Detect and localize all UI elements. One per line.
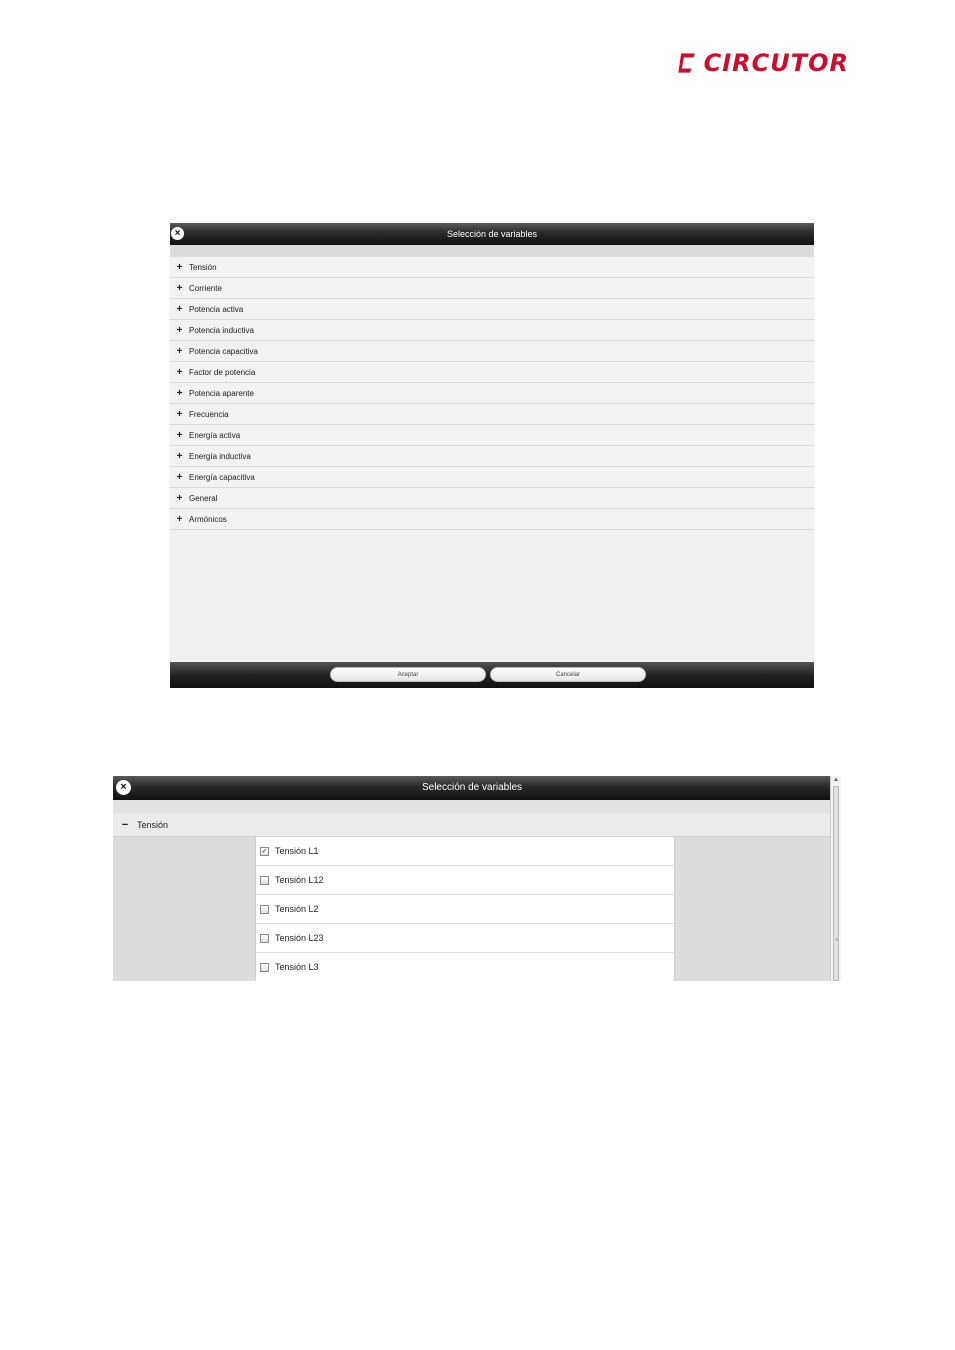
close-icon[interactable]: × [171,227,184,240]
plus-icon[interactable]: + [176,345,183,357]
plus-icon[interactable]: + [176,303,183,315]
variable-group-item[interactable] [170,404,814,425]
checkbox[interactable] [260,934,269,943]
variable-group-item[interactable] [170,467,814,488]
plus-icon[interactable]: + [176,513,183,525]
variable-group-item[interactable] [170,299,814,320]
variable-option[interactable] [256,953,674,981]
variable-group-label: General [189,493,218,503]
variable-group-item[interactable] [170,257,814,278]
variable-selection-dialog [170,223,814,688]
variable-group-item[interactable] [170,446,814,467]
variable-option-label: Tensión L2 [275,904,319,914]
variable-group-label: Energía activa [189,430,241,440]
plus-icon[interactable]: + [176,366,183,378]
variable-option-label: Tensión L23 [275,933,324,943]
variable-group-item[interactable] [170,425,814,446]
variable-option[interactable] [256,895,674,924]
variable-group-label: Tensión [189,262,217,272]
circutor-logo [677,46,849,80]
circutor-logo-icon [677,47,698,79]
checkbox-checked[interactable]: ✓ [261,847,268,855]
variable-group-item[interactable] [170,383,814,404]
variable-group-item[interactable] [170,509,814,530]
variable-group-item[interactable] [170,362,814,383]
grip-icon: ≡ [835,937,839,943]
close-icon[interactable]: × [116,780,131,795]
plus-icon[interactable]: + [176,492,183,504]
plus-icon[interactable]: + [176,471,183,483]
plus-icon[interactable]: + [176,450,183,462]
brand-name: CIRCUTOR [703,49,849,77]
variable-group-item[interactable] [170,341,814,362]
plus-icon[interactable]: + [176,324,183,336]
variable-option[interactable] [256,924,674,953]
variable-group-label: Potencia aparente [189,388,254,398]
dialog-footer [170,662,814,688]
variable-group-label: Frecuencia [189,409,229,419]
variable-option[interactable] [256,866,674,895]
checkbox[interactable] [260,876,269,885]
variable-group-header[interactable] [113,813,831,837]
cancel-button[interactable]: Cancelar [490,667,646,682]
plus-icon[interactable]: + [176,429,183,441]
variable-group-item[interactable] [170,320,814,341]
plus-icon[interactable]: + [176,282,183,294]
scrollbar-thumb[interactable] [833,786,839,981]
variable-group-label: Energía capacitiva [189,472,255,482]
scroll-up-arrow-icon[interactable]: ▲ [833,777,839,783]
variable-group-item[interactable] [170,488,814,509]
variable-group-label: Tensión [137,819,169,830]
dialog-title: Selección de variables [421,782,523,793]
variable-group-label: Energía inductiva [189,451,251,461]
variable-group-label: Potencia inductiva [189,325,254,335]
variable-group-label: Factor de potencia [189,367,256,377]
variable-group-item[interactable] [170,278,814,299]
accept-button[interactable]: Aceptar [330,667,486,682]
checkbox[interactable] [260,905,269,914]
dialog-title: Selección de variables [446,229,538,239]
scrollbar[interactable] [830,776,841,981]
variable-group-label: Potencia capacitiva [189,346,258,356]
dialog-titlebar [170,223,814,245]
dialog-subbar [170,245,814,257]
variable-list [170,257,814,530]
plus-icon[interactable]: + [176,408,183,420]
variable-sublist [255,837,675,981]
dialog-subbar [113,800,831,813]
variable-option-label: Tensión L1 [275,846,319,856]
variable-selection-dialog-expanded [113,776,841,981]
checkbox[interactable] [260,963,269,972]
variable-group-label: Corriente [189,283,222,293]
dialog-titlebar [113,776,831,800]
variable-group-label: Potencia activa [189,304,244,314]
plus-icon[interactable]: + [176,261,183,273]
variable-option-label: Tensión L3 [275,962,319,972]
minus-icon[interactable]: − [121,818,129,831]
variable-option[interactable] [256,837,674,866]
variable-option-label: Tensión L12 [275,875,324,885]
plus-icon[interactable]: + [176,387,183,399]
variable-group-label: Armónicos [189,514,227,524]
